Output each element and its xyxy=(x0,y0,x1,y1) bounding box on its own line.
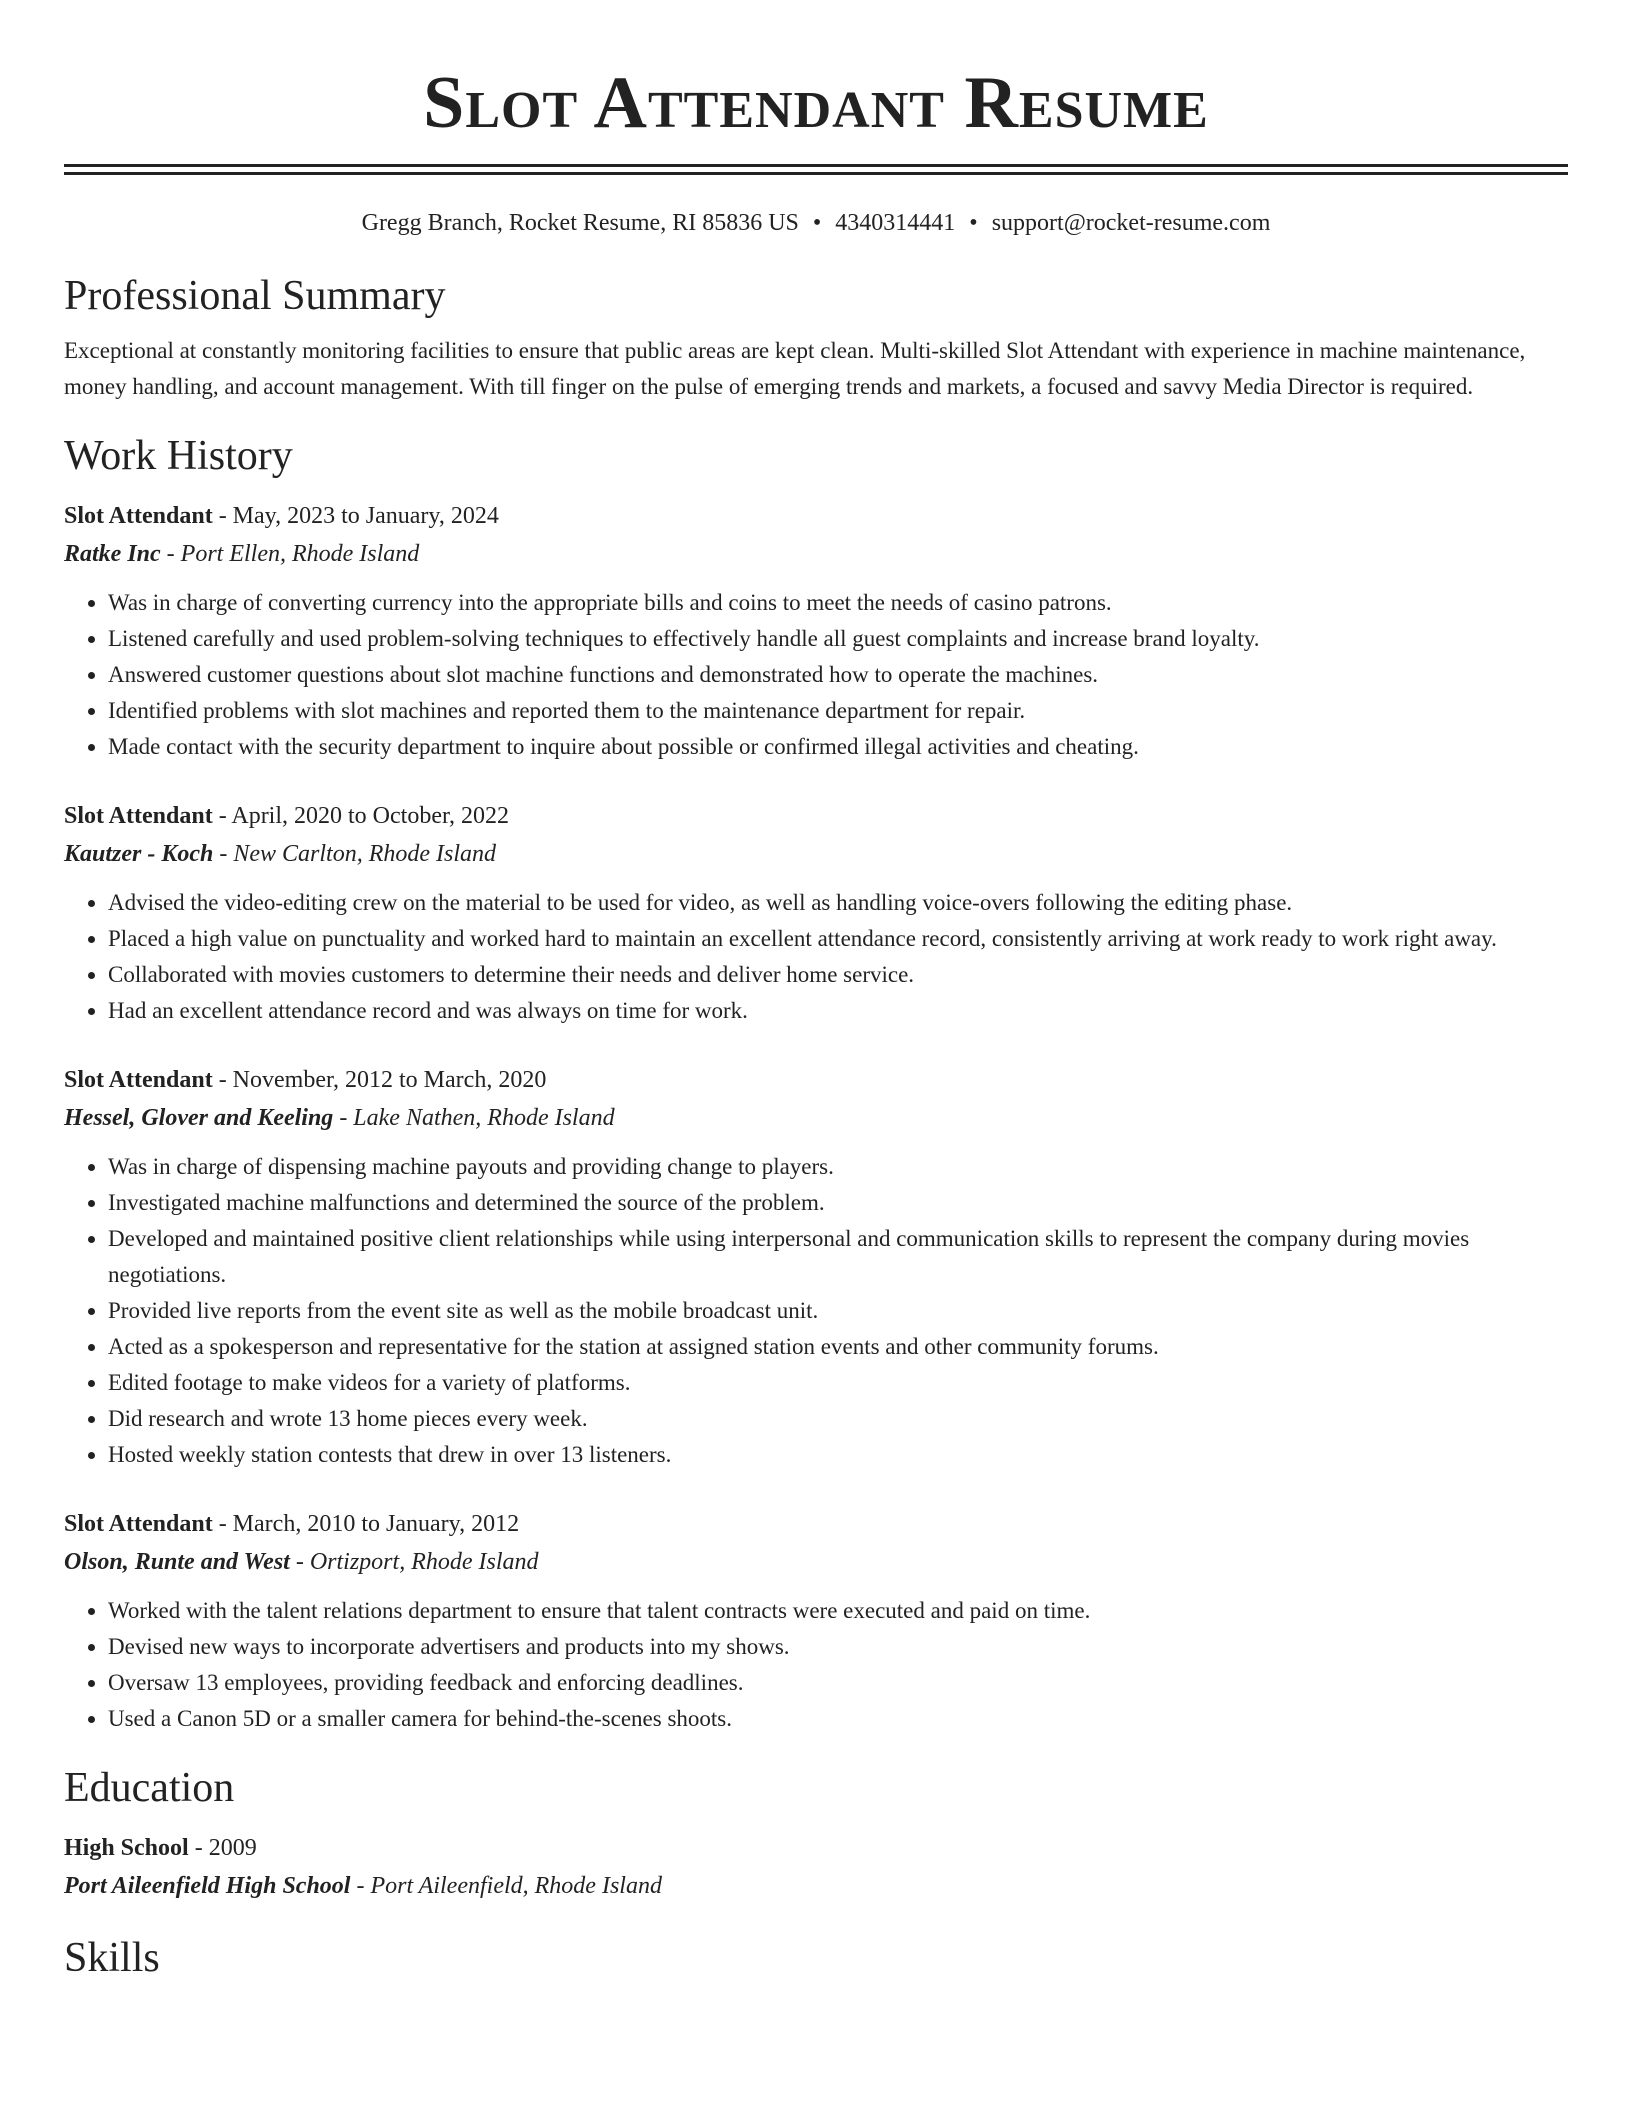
contact-address: Gregg Branch, Rocket Resume, RI 85836 US xyxy=(361,210,799,236)
job-company: Olson, Runte and West xyxy=(64,1549,290,1575)
list-item: • Collaborated with movies customers to determine their needs and deliver home service. xyxy=(108,957,1568,993)
job-dates: - March, 2010 to January, 2012 xyxy=(212,1511,520,1537)
list-item: • Was in charge of converting currency into the appropriate bills and coins to meet the needs of casino patrons. xyxy=(108,585,1568,621)
job-location: - New Carlton, Rhode Island xyxy=(213,841,497,867)
job-role: Slot Attendant xyxy=(64,503,213,529)
list-item: • Did research and wrote 13 home pieces every week. xyxy=(108,1401,1568,1437)
list-item: • Hosted weekly station contests that drew in over 13 listeners. xyxy=(108,1437,1568,1473)
job-location: - Ortizport, Rhode Island xyxy=(289,1549,539,1575)
education-year: - 2009 xyxy=(188,1835,257,1861)
job-location: - Lake Nathen, Rhode Island xyxy=(333,1105,615,1131)
summary-heading: Professional Summary xyxy=(64,273,446,319)
job-role: Slot Attendant xyxy=(64,1511,213,1537)
list-item: • Used a Canon 5D or a smaller camera for behind-the-scenes shoots. xyxy=(108,1701,1568,1737)
list-item: • Edited footage to make videos for a variety of platforms. xyxy=(108,1365,1568,1401)
job-heading xyxy=(64,1061,1568,1099)
job-role: Slot Attendant xyxy=(64,1067,213,1093)
job-dates: - April, 2020 to October, 2022 xyxy=(212,803,510,829)
job-bullets xyxy=(64,1593,1568,1737)
job-heading xyxy=(64,797,1568,835)
job-entry-4 xyxy=(64,1505,1568,1737)
skills-heading: Skills xyxy=(64,1935,160,1981)
list-item: • Placed a high value on punctuality and worked hard to maintain an excellent attendance record, consistently arriving at work ready to work right away. xyxy=(108,921,1568,957)
list-item: • Investigated machine malfunctions and determined the source of the problem. xyxy=(108,1185,1568,1221)
job-company-line xyxy=(64,535,1568,573)
job-bullets xyxy=(64,885,1568,1029)
job-heading xyxy=(64,1505,1568,1543)
job-company-line xyxy=(64,1099,1568,1137)
job-dates: - May, 2023 to January, 2024 xyxy=(212,503,499,529)
list-item: • Devised new ways to incorporate advertisers and products into my shows. xyxy=(108,1629,1568,1665)
list-item: • Answered customer questions about slot machine functions and demonstrated how to operate the machines. xyxy=(108,657,1568,693)
job-role: Slot Attendant xyxy=(64,803,213,829)
list-item: • Was in charge of dispensing machine payouts and providing change to players. xyxy=(108,1149,1568,1185)
job-heading xyxy=(64,497,1568,535)
contact-phone: 4340314441 xyxy=(835,210,956,236)
list-item: • Worked with the talent relations department to ensure that talent contracts were executed and paid on time. xyxy=(108,1593,1568,1629)
job-bullets xyxy=(64,1149,1568,1473)
education-degree: High School xyxy=(64,1835,189,1861)
job-entry-2 xyxy=(64,797,1568,1029)
contact-separator: • xyxy=(969,210,978,236)
job-entry-3 xyxy=(64,1061,1568,1473)
list-item: • Developed and maintained positive client relationships while using interpersonal and communication skills to represent the company during movies negotiations. xyxy=(108,1221,1568,1293)
job-company: Hessel, Glover and Keeling xyxy=(64,1105,334,1131)
contact-line xyxy=(64,207,1568,239)
education-school-line xyxy=(64,1867,1568,1905)
education-entry xyxy=(64,1829,1568,1905)
summary-text: Exceptional at constantly monitoring facilities to ensure that public areas are kept clean. Multi-skilled Slot Attendant with experience in machine maintenance, money handling, and account management. With till finger on the pulse of emerging trends and markets, a focused and savvy Media Director is required. xyxy=(64,338,1526,399)
title-divider xyxy=(64,164,1568,175)
job-company: Kautzer - Koch xyxy=(64,841,214,867)
list-item: • Had an excellent attendance record and was always on time for work. xyxy=(108,993,1568,1029)
list-item: • Acted as a spokesperson and representative for the station at assigned station events and other community forums. xyxy=(108,1329,1568,1365)
list-item: • Listened carefully and used problem-solving techniques to effectively handle all guest complaints and increase brand loyalty. xyxy=(108,621,1568,657)
resume-page xyxy=(64,0,1568,1983)
education-location: - Port Aileenfield, Rhode Island xyxy=(350,1873,662,1899)
page-title: Slot Attendant Resume xyxy=(423,62,1209,144)
list-item: • Advised the video-editing crew on the material to be used for video, as well as handling voice-overs following the editing phase. xyxy=(108,885,1568,921)
job-bullets xyxy=(64,585,1568,765)
job-dates: - November, 2012 to March, 2020 xyxy=(212,1067,547,1093)
contact-email: support@rocket-resume.com xyxy=(991,210,1271,236)
education-heading: Education xyxy=(64,1765,235,1811)
job-company: Ratke Inc xyxy=(64,541,161,567)
job-entry-1 xyxy=(64,497,1568,765)
education-school: Port Aileenfield High School xyxy=(64,1873,351,1899)
contact-separator: • xyxy=(812,210,822,236)
list-item: • Identified problems with slot machines and reported them to the maintenance department for repair. xyxy=(108,693,1568,729)
job-company-line xyxy=(64,835,1568,873)
list-item: • Provided live reports from the event site as well as the mobile broadcast unit. xyxy=(108,1293,1568,1329)
job-location: - Port Ellen, Rhode Island xyxy=(160,541,420,567)
work-history-heading: Work History xyxy=(64,433,293,479)
list-item: • Oversaw 13 employees, providing feedback and enforcing deadlines. xyxy=(108,1665,1568,1701)
job-company-line xyxy=(64,1543,1568,1581)
list-item: • Made contact with the security department to inquire about possible or confirmed illegal activities and cheating. xyxy=(108,729,1568,765)
education-heading-line xyxy=(64,1829,1568,1867)
